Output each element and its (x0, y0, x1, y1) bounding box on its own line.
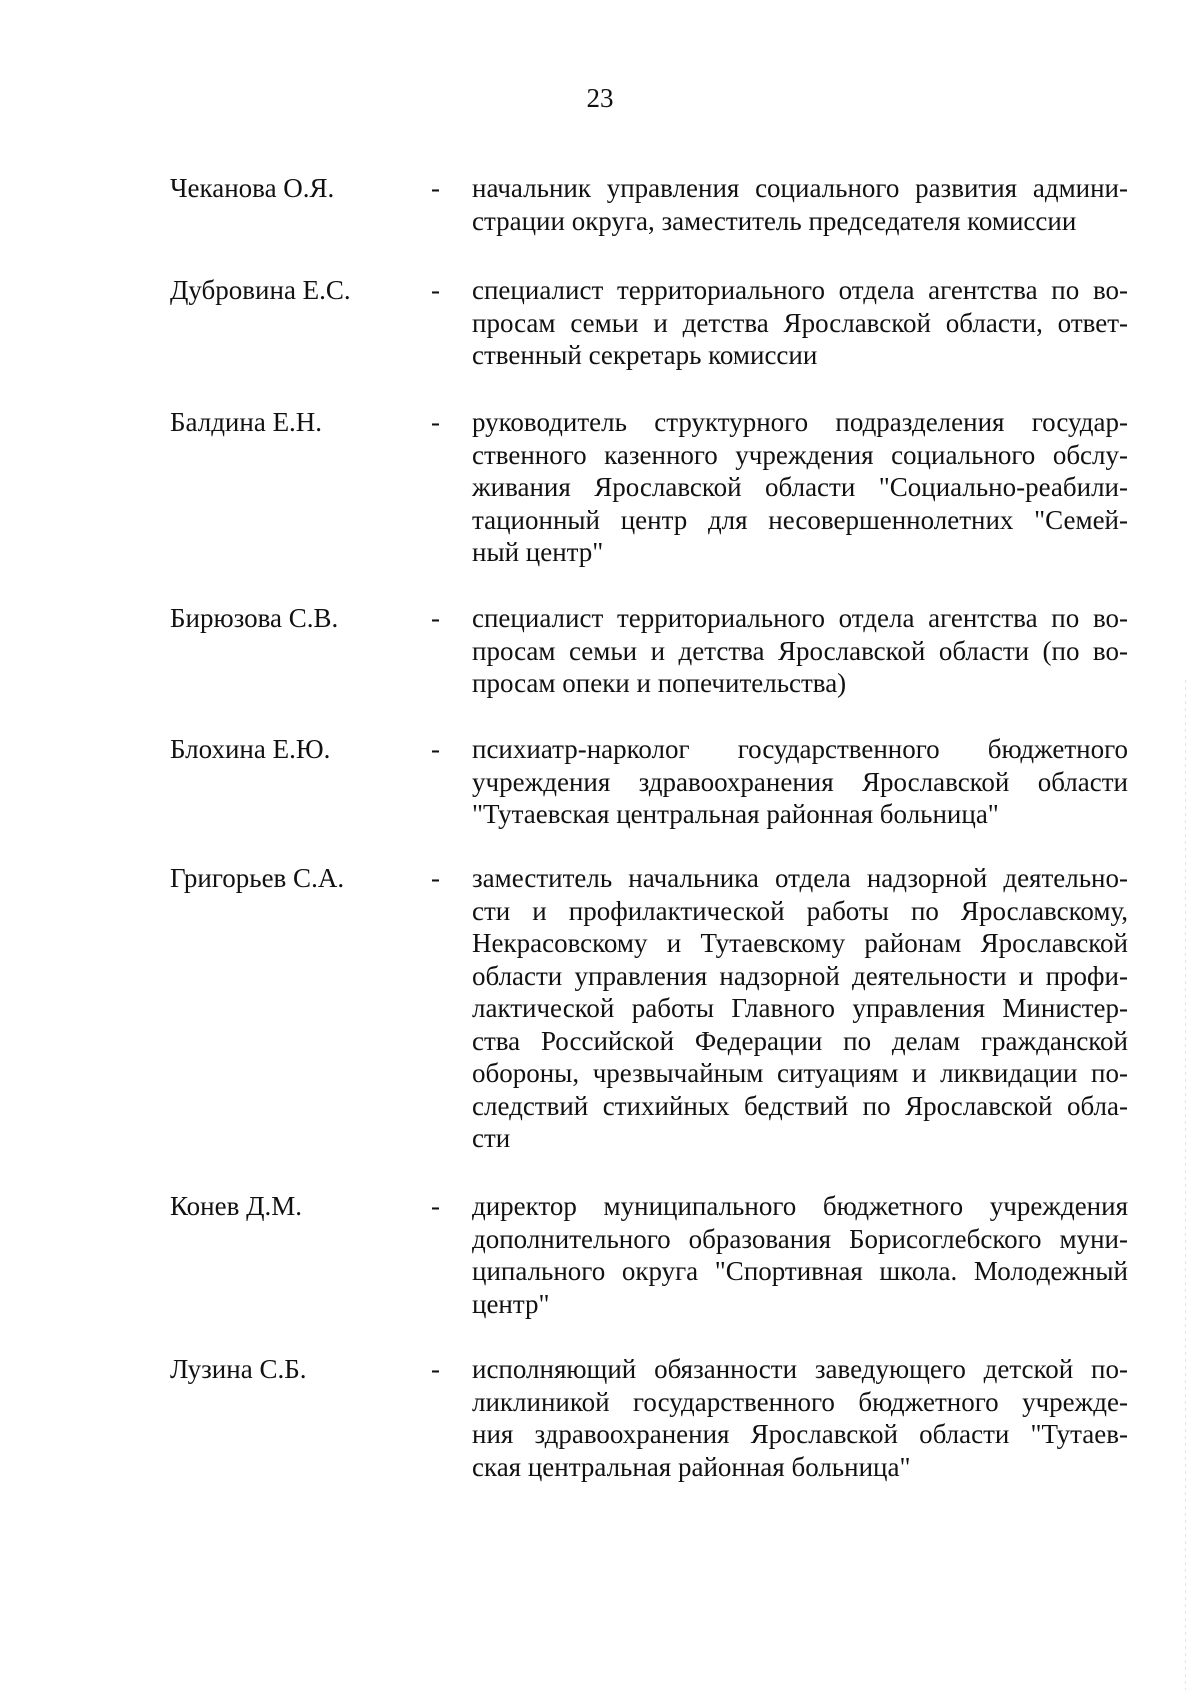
role-line: лактической работы Главного управления Министер- (472, 993, 1128, 1023)
role-line: Некрасовскому и Тутаевскому районам Ярославской (472, 928, 1128, 958)
member-name: Бирюзова С.В. (170, 603, 339, 633)
member-name: Балдина Е.Н. (170, 407, 323, 437)
role-line: живания Ярославской области "Социально-реабили- (472, 472, 1128, 502)
role-line: ципального округа "Спортивная школа. Молодежный (472, 1256, 1128, 1286)
separator-dash: - (431, 1191, 440, 1221)
role-line: директор муниципального бюджетного учреждения (472, 1191, 1128, 1221)
role-line: сти и профилактической работы по Ярославскому, (472, 895, 1128, 926)
scan-edge-artifact (1185, 680, 1186, 1690)
separator-dash: - (431, 173, 440, 203)
member-name: Чеканова О.Я. (170, 173, 335, 203)
role-line: ный центр" (472, 537, 604, 567)
role-line: сти (472, 1123, 511, 1153)
role-line: центр" (472, 1288, 550, 1319)
role-line: следствий стихийных бедствий по Ярославской обла- (472, 1090, 1128, 1121)
member-name: Конев Д.М. (170, 1191, 303, 1221)
separator-dash: - (431, 603, 440, 633)
role-line: начальник управления социального развития админи- (472, 173, 1128, 203)
separator-dash: - (431, 407, 440, 437)
member-role (472, 602, 1128, 700)
member-role (472, 862, 1128, 1155)
page-number: 23 (586, 83, 614, 113)
role-line: ния здравоохранения Ярославской области "Тутаев- (472, 1419, 1128, 1449)
role-line: страции округа, заместитель председателя комиссии (472, 205, 1077, 236)
member-role (472, 274, 1128, 372)
separator-dash: - (431, 275, 440, 305)
role-line: ликлиникой государственного бюджетного учрежде- (472, 1386, 1128, 1417)
member-name: Блохина Е.Ю. (170, 734, 331, 764)
member-role (472, 733, 1128, 831)
role-line: специалист территориального отдела агентства по во- (472, 603, 1128, 633)
member-role (472, 172, 1128, 237)
role-line: учреждения здравоохранения Ярославской области (472, 766, 1128, 797)
role-line: просам опеки и попечительства) (472, 668, 847, 698)
role-line: исполняющий обязанности заведующего детской по- (472, 1354, 1128, 1384)
role-line: просам семьи и детства Ярославской области (по во- (472, 635, 1128, 666)
role-line: ская центральная районная больница" (472, 1451, 911, 1482)
member-role (472, 1353, 1128, 1483)
role-line: ственный секретарь комиссии (472, 340, 818, 370)
member-name: Григорьев С.А. (170, 863, 345, 893)
role-line: тационный центр для несовершеннолетних "Семей- (472, 504, 1128, 535)
role-line: заместитель начальника отдела надзорной деятельно- (472, 863, 1128, 893)
member-name: Лузина С.Б. (170, 1354, 307, 1384)
member-name: Дубровина Е.С. (170, 275, 351, 305)
role-line: "Тутаевская центральная районная больница" (472, 799, 999, 829)
separator-dash: - (431, 863, 440, 893)
role-line: ственного казенного учреждения социального обслу- (472, 439, 1128, 470)
separator-dash: - (431, 734, 440, 764)
role-line: дополнительного образования Борисоглебского муни- (472, 1223, 1128, 1254)
role-line: психиатр-нарколог государственного бюджетного (472, 734, 1128, 764)
role-line: ства Российской Федерации по делам гражданской (472, 1025, 1128, 1056)
role-line: области управления надзорной деятельности и профи- (472, 960, 1128, 991)
member-role (472, 1190, 1128, 1320)
role-line: просам семьи и детства Ярославской области, ответ- (472, 307, 1128, 338)
separator-dash: - (431, 1354, 440, 1384)
role-line: обороны, чрезвычайным ситуациям и ликвидации по- (472, 1058, 1128, 1088)
role-line: руководитель структурного подразделения государ- (472, 407, 1128, 437)
member-role (472, 406, 1128, 569)
role-line: специалист территориального отдела агентства по во- (472, 275, 1128, 305)
